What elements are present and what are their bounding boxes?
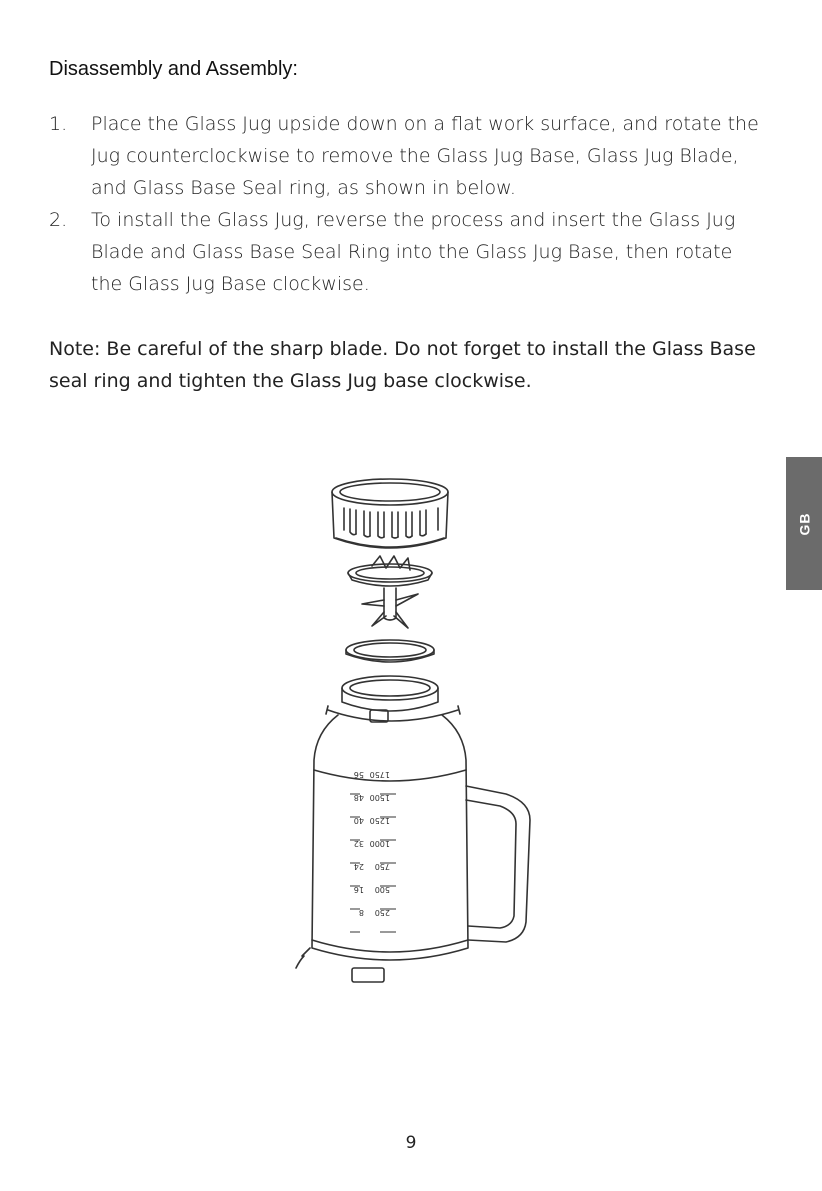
glass-jug-part [296, 676, 530, 982]
glass-jug-blade-part [348, 556, 432, 628]
language-tab-label: GB [796, 512, 812, 535]
step-text: Place the Glass Jug upside down on a flat work surface, and rotate the Jug counterclockwise to remove the Glass Jug Base, Glass Jug Blade, and Glass Base Seal ring, as shown in below. [91, 113, 759, 199]
instruction-step-1 [49, 108, 769, 204]
instruction-step-2 [49, 204, 769, 300]
jug-measurement-markings [350, 770, 396, 932]
floz-mark: 48 [353, 793, 364, 802]
floz-mark: 16 [353, 885, 364, 894]
floz-mark: 32 [353, 839, 364, 848]
safety-note: Note: Be careful of the sharp blade. Do not forget to install the Glass Base seal ring and tighten the Glass Jug base clockwise. [49, 338, 756, 392]
instruction-list [49, 108, 769, 300]
step-number: 2. [49, 209, 68, 231]
section-heading: Disassembly and Assembly: [49, 58, 298, 80]
floz-mark: 8 [358, 908, 364, 917]
ml-mark: 1000 [369, 839, 390, 848]
step-text: To install the Glass Jug, reverse the process and insert the Glass Jug Blade and Glass Base Seal Ring into the Glass Jug Base, then rotate the Glass Jug Base clockwise. [91, 209, 736, 295]
floz-mark: 40 [353, 816, 364, 825]
glass-jug-base-part [332, 479, 448, 548]
ml-mark: 250 [374, 908, 390, 917]
floz-mark: 56 [353, 770, 364, 779]
floz-mark: 24 [353, 862, 364, 871]
ml-mark: 500 [374, 885, 390, 894]
language-tab [786, 457, 822, 590]
jug-disassembly-illustration [280, 470, 550, 990]
ml-mark: 750 [374, 862, 390, 871]
ml-mark: 1500 [369, 793, 390, 802]
ml-mark: 1750 [369, 770, 390, 779]
ml-mark: 1250 [369, 816, 390, 825]
step-number: 1. [49, 113, 68, 135]
glass-base-seal-ring-part [346, 640, 434, 662]
page-number: 9 [405, 1133, 417, 1153]
